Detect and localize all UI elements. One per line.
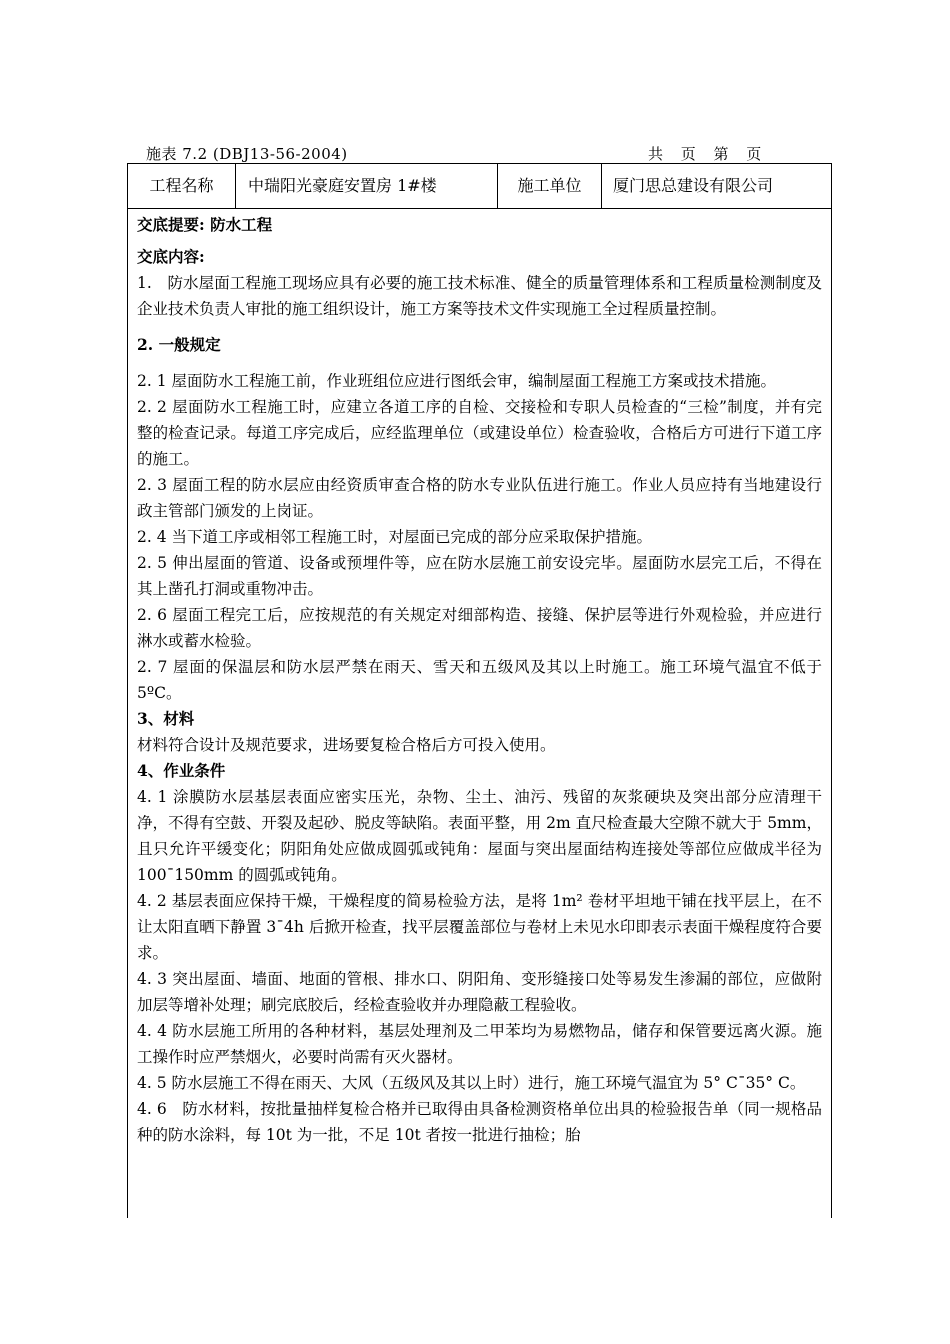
paragraph-4-2: 4. 2 基层表面应保持干燥，干燥程度的简易检验方法，是将 1m² 卷材平坦地干铺在找平层上，在不让太阳直晒下静置 3¯4h 后掀开检查，找平层覆盖部位与卷材上未见水印即表示表面干燥程度符合要求。 <box>137 892 822 962</box>
construction-unit-label: 施工单位 <box>498 164 602 208</box>
form-code: 施表 7.2 (DBJ13-56-2004) <box>146 145 348 163</box>
section-3-heading: 3、材料 <box>137 709 195 728</box>
paragraph-2-5: 2. 5 伸出屋面的管道、设备或预埋件等，应在防水层施工前安设完毕。屋面防水层完工后，不得在其上凿孔打洞或重物冲击。 <box>137 554 822 598</box>
section-4-heading: 4、作业条件 <box>137 761 226 780</box>
project-name-label: 工程名称 <box>128 164 236 208</box>
paragraph-2-2: 2. 2 屋面防水工程施工时，应建立各道工序的自检、交接检和专职人员检查的“三检”制度，并有完整的检查记录。每道工序完成后，应经监理单位（或建设单位）检查验收，合格后方可进行下道工序的施工。 <box>137 398 822 468</box>
paragraph-4-1: 4. 1 涂膜防水层基层表面应密实压光，杂物、尘土、油污、残留的灰浆硬块及突出部分应清理干净，不得有空鼓、开裂及起砂、脱皮等缺陷。表面平整，用 2m 直尺检查最大空隙不就大于 5mm，且只允许平缓变化；阴阳角处应做成圆弧或钝角：屋面与突出屋面结构连接处等部位应做成半径为 100¯150mm 的圆弧或钝角。 <box>137 788 822 884</box>
paragraph-1: 1. 防水屋面工程施工现场应具有必要的施工技术标准、健全的质量管理体系和工程质量检测制度及企业技术负责人审批的施工组织设计，施工方案等技术文件实现施工全过程质量控制。 <box>137 274 822 318</box>
info-row <box>128 164 831 209</box>
form-body <box>137 208 822 1148</box>
paragraph-2-3: 2. 3 屋面工程的防水层应由经资质审查合格的防水专业队伍进行施工。作业人员应持有当地建设行政主管部门颁发的上岗证。 <box>137 476 822 520</box>
project-name-value: 中瑞阳光豪庭安置房 1#楼 <box>236 164 498 208</box>
paragraph-2-4: 2. 4 当下道工序或相邻工程施工时，对屋面已完成的部分应采取保护措施。 <box>137 528 653 546</box>
page-count: 共 页 第 页 <box>648 145 762 163</box>
paragraph-4-6: 4. 6 防水材料，按批量抽样复检合格并已取得由具备检测资格单位出具的检验报告单（同一规格品种的防水涂料，每 10t 为一批，不足 10t 者按一批进行抽检；胎 <box>137 1100 822 1144</box>
paragraph-2-1: 2. 1 屋面防水工程施工前，作业班组位应进行图纸会审，编制屋面工程施工方案或技术措施。 <box>137 372 777 390</box>
disclosure-form <box>127 163 832 1218</box>
summary-title: 交底提要: 防水工程 <box>137 215 273 234</box>
content-title: 交底内容: <box>137 247 205 266</box>
paragraph-4-4: 4. 4 防水层施工所用的各种材料，基层处理剂及二甲苯均为易燃物品，储存和保管要远离火源。施工操作时应严禁烟火，必要时尚需有灭火器材。 <box>137 1022 822 1066</box>
paragraph-4-3: 4. 3 突出屋面、墙面、地面的管根、排水口、阴阳角、变形缝接口处等易发生渗漏的部位，应做附加层等增补处理；刷完底胶后，经检查验收并办理隐蔽工程验收。 <box>137 970 822 1014</box>
section-2-heading: 2. 一般规定 <box>137 335 221 354</box>
paragraph-3: 材料符合设计及规范要求，进场要复检合格后方可投入使用。 <box>137 736 556 754</box>
paragraph-2-6: 2. 6 屋面工程完工后，应按规范的有关规定对细部构造、接缝、保护层等进行外观检验，并应进行淋水或蓄水检验。 <box>137 606 822 650</box>
paragraph-2-7: 2. 7 屋面的保温层和防水层严禁在雨天、雪天和五级风及其以上时施工。施工环境气温宜不低于 5ºC。 <box>137 658 822 702</box>
paragraph-4-5: 4. 5 防水层施工不得在雨天、大风（五级风及其以上时）进行，施工环境气温宜为 5° C¯35° C。 <box>137 1074 806 1092</box>
construction-unit-value: 厦门思总建设有限公司 <box>613 176 774 195</box>
